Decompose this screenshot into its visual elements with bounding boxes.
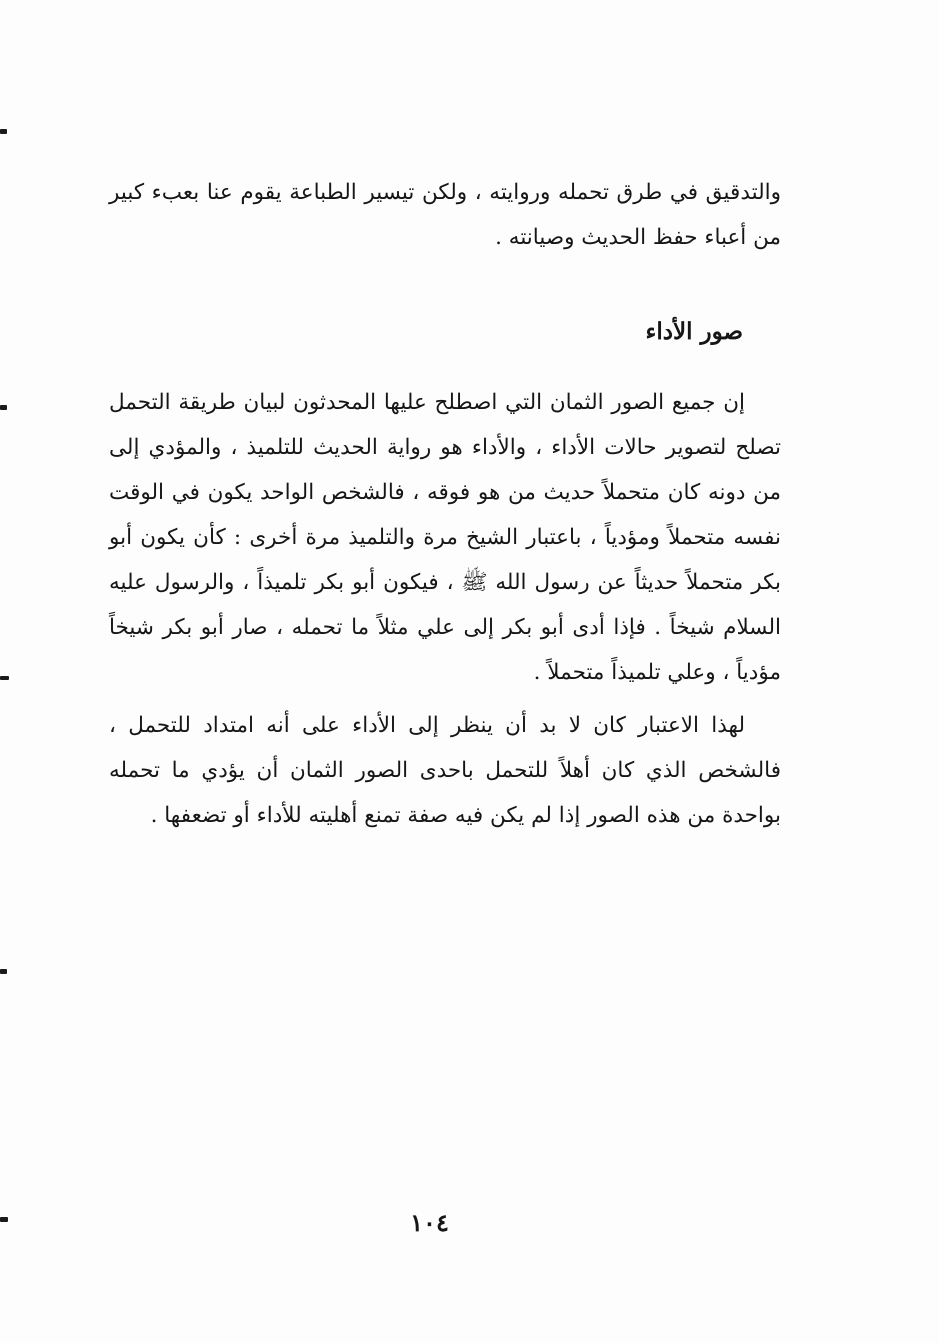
page-number: ١٠٤ [410,1208,449,1237]
section-heading: صور الأداء [645,318,743,345]
binding-mark [0,676,9,680]
body-paragraph-1: إن جميع الصور الثمان التي اصطلح عليها المحدثون لبيان طريقة التحمل تصلح لتصوير حالات الأداء ، والأداء هو رواية الحديث للتلميذ ، والمؤدي إلى من دونه كان متحملاً حديث من هو فوقه ، فالشخص الواحد يكون في الوقت نفسه متحملاً ومؤدياً ، باعتبار الشيخ مرة والتلميذ مرة أخرى : كأن يكون أبو بكر متحملاً حديثاً عن رسول الله ﷺ ، فيكون أبو بكر تلميذاً ، والرسول عليه السلام شيخاً . فإذا أدى أبو بكر إلى علي مثلاً ما تحمله ، صار أبو بكر شيخاً مؤدياً ، وعلي تلميذاً متحملاً . [109,390,781,685]
body-paragraph-2: لهذا الاعتبار كان لا بد أن ينظر إلى الأداء على أنه امتداد للتحمل ، فالشخص الذي كان أهلاً للتحمل باحدى الصور الثمان أن يؤدي ما تحمله بواحدة من هذه الصور إذا لم يكن فيه صفة تمنع أهليته للأداء أو تضعفها . [109,713,781,828]
binding-mark [0,969,7,974]
binding-mark [0,129,7,134]
intro-paragraph: والتدقيق في طرق تحمله وروايته ، ولكن تيسير الطباعة يقوم عنا بعبء كبير من أعباء حفظ الحديث وصيانته . [109,180,781,250]
binding-mark [0,405,7,410]
